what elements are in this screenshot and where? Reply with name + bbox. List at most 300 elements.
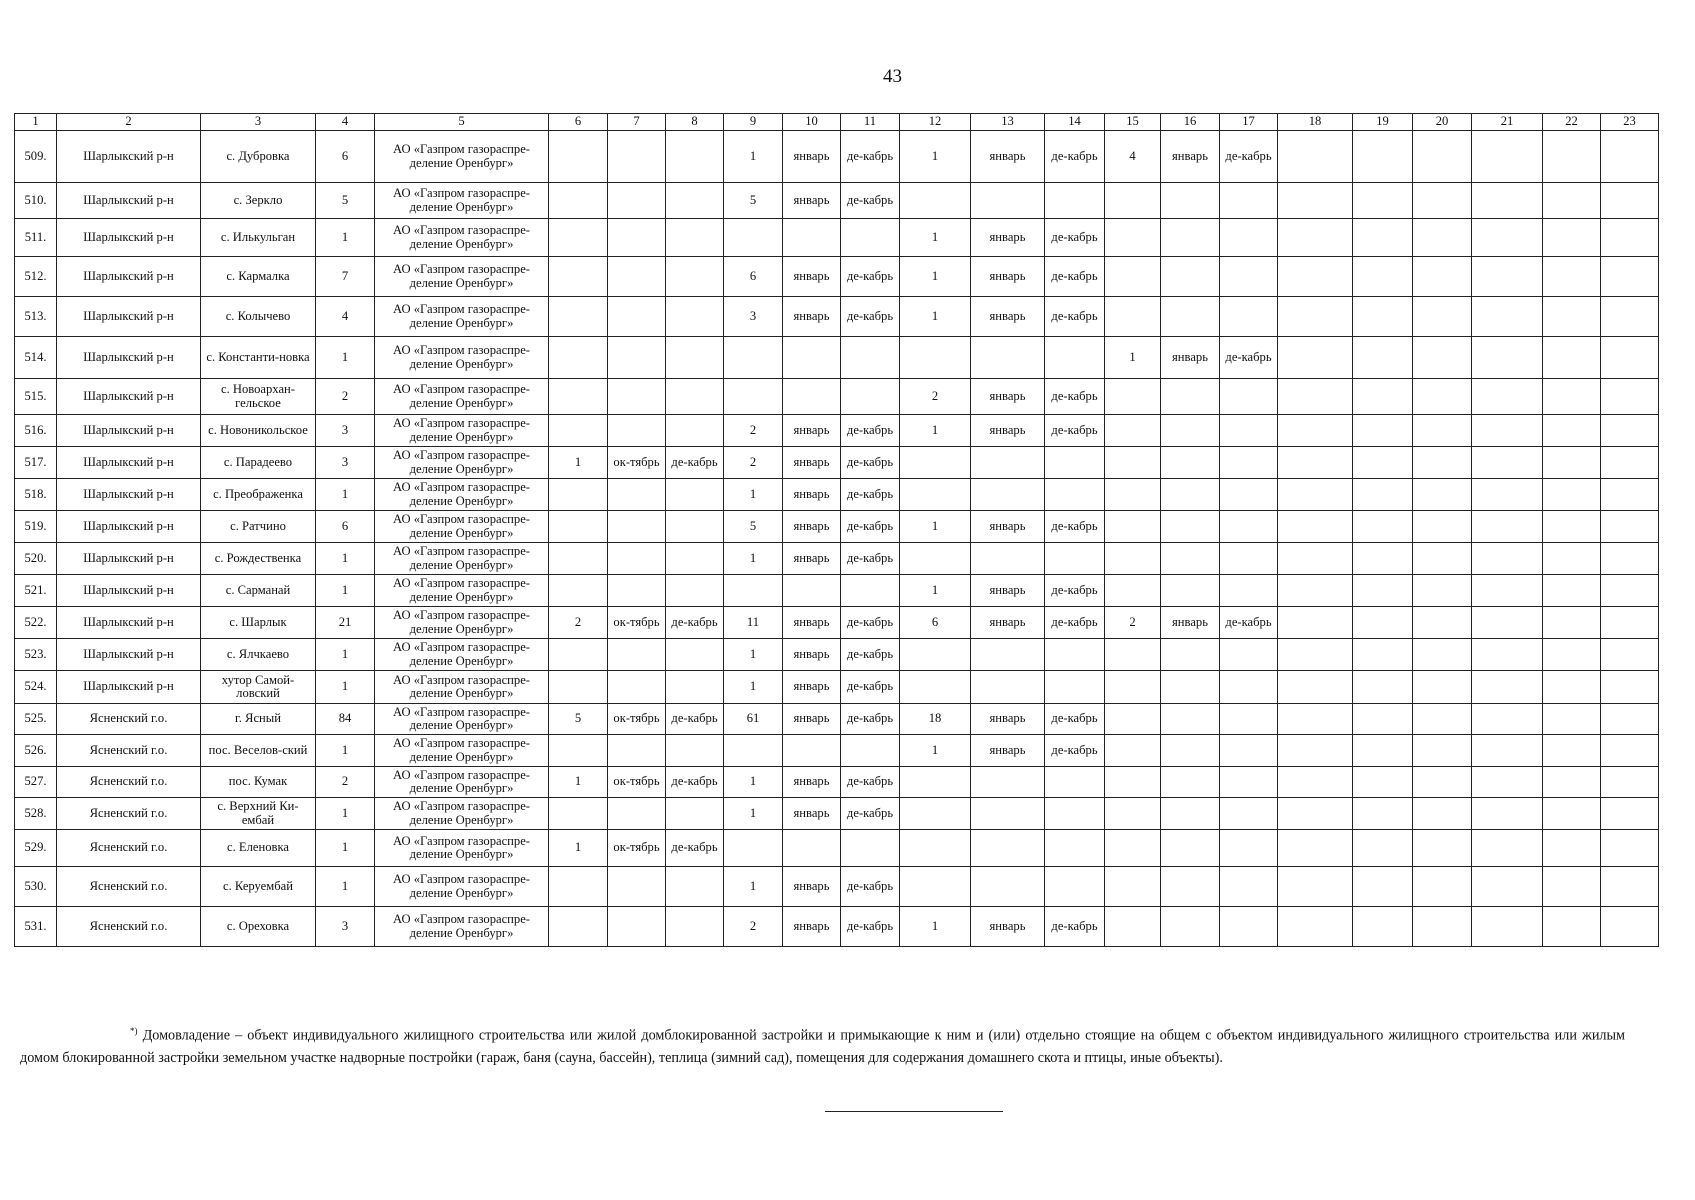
- column-header-14: 14: [1045, 114, 1105, 131]
- cell-col-14: де-кабрь: [1045, 907, 1105, 947]
- cell-col-21: [1472, 830, 1543, 867]
- cell-col-1: 526.: [15, 735, 57, 767]
- cell-col-3: пос. Веселов-ский: [201, 735, 316, 767]
- cell-col-7: [608, 415, 666, 447]
- cell-col-8: [666, 671, 724, 704]
- cell-col-2: Шарлыкский р-н: [57, 607, 201, 639]
- cell-col-18: [1278, 830, 1353, 867]
- cell-col-6: [549, 297, 608, 337]
- page-number: 43: [883, 66, 902, 87]
- cell-col-4: 4: [316, 297, 375, 337]
- cell-col-3: с. Новоархан-гельское: [201, 379, 316, 415]
- cell-col-14: [1045, 767, 1105, 798]
- cell-col-6: [549, 219, 608, 257]
- cell-col-10: январь: [783, 639, 841, 671]
- cell-col-5: АО «Газпром газораспре-деление Оренбург»: [375, 447, 549, 479]
- cell-col-2: Шарлыкский р-н: [57, 639, 201, 671]
- table-row: [15, 607, 1659, 639]
- cell-col-14: де-кабрь: [1045, 511, 1105, 543]
- cell-col-5: АО «Газпром газораспре-деление Оренбург»: [375, 479, 549, 511]
- cell-col-22: [1543, 337, 1601, 379]
- column-header-9: 9: [724, 114, 783, 131]
- cell-col-16: [1161, 830, 1220, 867]
- cell-col-20: [1413, 767, 1472, 798]
- cell-col-5: АО «Газпром газораспре-деление Оренбург»: [375, 867, 549, 907]
- cell-col-2: Ясненский г.о.: [57, 907, 201, 947]
- cell-col-10: январь: [783, 671, 841, 704]
- cell-col-20: [1413, 798, 1472, 830]
- cell-col-15: 2: [1105, 607, 1161, 639]
- cell-col-21: [1472, 297, 1543, 337]
- cell-col-22: [1543, 704, 1601, 735]
- cell-col-8: де-кабрь: [666, 607, 724, 639]
- cell-col-13: [971, 337, 1045, 379]
- cell-col-1: 528.: [15, 798, 57, 830]
- footnote-text: Домовладение – объект индивидуального жилищного строительства или жилой домблокированной застройки и примыкающие к ним и (или) отдельно стоящие на общем с объектом индивидуального жилищного строительства или жилым домом блокированной застройки земельном участке надворные постройки (гараж, баня (сауна, бассейн), теплица (зимний сад), помещения для содержания домашнего скота и птицы, иные объекты).: [20, 1027, 1625, 1066]
- cell-col-16: [1161, 735, 1220, 767]
- cell-col-7: ок-тябрь: [608, 447, 666, 479]
- cell-col-4: 21: [316, 607, 375, 639]
- cell-col-5: АО «Газпром газораспре-деление Оренбург»: [375, 907, 549, 947]
- footnote-mark: *): [130, 1026, 138, 1036]
- cell-col-10: январь: [783, 907, 841, 947]
- cell-col-9: 5: [724, 511, 783, 543]
- cell-col-9: [724, 575, 783, 607]
- cell-col-18: [1278, 735, 1353, 767]
- cell-col-8: [666, 297, 724, 337]
- cell-col-18: [1278, 257, 1353, 297]
- cell-col-4: 5: [316, 183, 375, 219]
- cell-col-1: 509.: [15, 131, 57, 183]
- cell-col-10: [783, 830, 841, 867]
- cell-col-6: [549, 415, 608, 447]
- cell-col-11: де-кабрь: [841, 257, 900, 297]
- cell-col-21: [1472, 257, 1543, 297]
- cell-col-5: АО «Газпром газораспре-деление Оренбург»: [375, 735, 549, 767]
- cell-col-1: 529.: [15, 830, 57, 867]
- cell-col-16: январь: [1161, 131, 1220, 183]
- cell-col-7: [608, 337, 666, 379]
- cell-col-6: [549, 735, 608, 767]
- cell-col-10: январь: [783, 607, 841, 639]
- cell-col-17: де-кабрь: [1220, 131, 1278, 183]
- cell-col-3: хутор Самой-ловский: [201, 671, 316, 704]
- cell-col-12: [900, 639, 971, 671]
- cell-col-8: [666, 131, 724, 183]
- cell-col-22: [1543, 219, 1601, 257]
- column-header-8: 8: [666, 114, 724, 131]
- cell-col-7: [608, 183, 666, 219]
- cell-col-2: Шарлыкский р-н: [57, 131, 201, 183]
- cell-col-7: [608, 907, 666, 947]
- cell-col-17: [1220, 735, 1278, 767]
- cell-col-12: 6: [900, 607, 971, 639]
- cell-col-13: январь: [971, 607, 1045, 639]
- cell-col-13: январь: [971, 415, 1045, 447]
- cell-col-22: [1543, 297, 1601, 337]
- cell-col-20: [1413, 447, 1472, 479]
- cell-col-19: [1353, 907, 1413, 947]
- table-row: [15, 798, 1659, 830]
- cell-col-5: АО «Газпром газораспре-деление Оренбург»: [375, 379, 549, 415]
- cell-col-11: де-кабрь: [841, 131, 900, 183]
- cell-col-4: 7: [316, 257, 375, 297]
- cell-col-3: пос. Кумак: [201, 767, 316, 798]
- cell-col-6: [549, 671, 608, 704]
- cell-col-7: ок-тябрь: [608, 607, 666, 639]
- cell-col-20: [1413, 735, 1472, 767]
- cell-col-20: [1413, 867, 1472, 907]
- cell-col-5: АО «Газпром газораспре-деление Оренбург»: [375, 257, 549, 297]
- table-row: [15, 735, 1659, 767]
- cell-col-2: Шарлыкский р-н: [57, 479, 201, 511]
- cell-col-22: [1543, 867, 1601, 907]
- cell-col-9: 1: [724, 867, 783, 907]
- cell-col-4: 84: [316, 704, 375, 735]
- cell-col-16: [1161, 907, 1220, 947]
- cell-col-8: [666, 257, 724, 297]
- cell-col-8: [666, 543, 724, 575]
- cell-col-7: [608, 479, 666, 511]
- cell-col-6: 1: [549, 767, 608, 798]
- table-body: [15, 131, 1659, 947]
- cell-col-6: [549, 798, 608, 830]
- table-row: [15, 479, 1659, 511]
- cell-col-19: [1353, 607, 1413, 639]
- cell-col-12: [900, 479, 971, 511]
- cell-col-18: [1278, 447, 1353, 479]
- column-header-17: 17: [1220, 114, 1278, 131]
- cell-col-3: с. Колычево: [201, 297, 316, 337]
- cell-col-1: 510.: [15, 183, 57, 219]
- cell-col-13: январь: [971, 297, 1045, 337]
- cell-col-21: [1472, 447, 1543, 479]
- cell-col-21: [1472, 131, 1543, 183]
- cell-col-19: [1353, 639, 1413, 671]
- cell-col-23: [1601, 607, 1659, 639]
- cell-col-2: Шарлыкский р-н: [57, 415, 201, 447]
- cell-col-14: де-кабрь: [1045, 704, 1105, 735]
- cell-col-6: [549, 867, 608, 907]
- cell-col-14: де-кабрь: [1045, 575, 1105, 607]
- cell-col-8: [666, 511, 724, 543]
- cell-col-23: [1601, 219, 1659, 257]
- cell-col-5: АО «Газпром газораспре-деление Оренбург»: [375, 704, 549, 735]
- cell-col-9: 2: [724, 447, 783, 479]
- cell-col-14: [1045, 337, 1105, 379]
- cell-col-12: 1: [900, 575, 971, 607]
- cell-col-17: [1220, 447, 1278, 479]
- cell-col-15: [1105, 511, 1161, 543]
- cell-col-16: [1161, 575, 1220, 607]
- cell-col-15: [1105, 735, 1161, 767]
- cell-col-19: [1353, 671, 1413, 704]
- cell-col-22: [1543, 131, 1601, 183]
- cell-col-8: [666, 379, 724, 415]
- cell-col-6: 2: [549, 607, 608, 639]
- cell-col-11: де-кабрь: [841, 479, 900, 511]
- cell-col-7: [608, 867, 666, 907]
- cell-col-20: [1413, 183, 1472, 219]
- cell-col-5: АО «Газпром газораспре-деление Оренбург»: [375, 297, 549, 337]
- cell-col-2: Шарлыкский р-н: [57, 379, 201, 415]
- cell-col-2: Ясненский г.о.: [57, 735, 201, 767]
- cell-col-16: [1161, 219, 1220, 257]
- cell-col-23: [1601, 575, 1659, 607]
- cell-col-5: АО «Газпром газораспре-деление Оренбург»: [375, 511, 549, 543]
- cell-col-23: [1601, 447, 1659, 479]
- cell-col-13: январь: [971, 219, 1045, 257]
- column-header-19: 19: [1353, 114, 1413, 131]
- cell-col-18: [1278, 183, 1353, 219]
- cell-col-16: [1161, 479, 1220, 511]
- cell-col-8: [666, 867, 724, 907]
- cell-col-8: [666, 907, 724, 947]
- cell-col-23: [1601, 337, 1659, 379]
- cell-col-11: де-кабрь: [841, 671, 900, 704]
- cell-col-17: [1220, 830, 1278, 867]
- cell-col-2: Шарлыкский р-н: [57, 297, 201, 337]
- table-row: [15, 575, 1659, 607]
- table-row: [15, 297, 1659, 337]
- cell-col-6: 1: [549, 447, 608, 479]
- cell-col-3: с. Керуембай: [201, 867, 316, 907]
- column-header-22: 22: [1543, 114, 1601, 131]
- cell-col-22: [1543, 607, 1601, 639]
- cell-col-20: [1413, 907, 1472, 947]
- cell-col-8: [666, 575, 724, 607]
- cell-col-12: 1: [900, 907, 971, 947]
- column-header-15: 15: [1105, 114, 1161, 131]
- cell-col-12: 1: [900, 511, 971, 543]
- cell-col-8: [666, 415, 724, 447]
- cell-col-13: [971, 830, 1045, 867]
- cell-col-17: [1220, 543, 1278, 575]
- cell-col-2: Шарлыкский р-н: [57, 337, 201, 379]
- cell-col-22: [1543, 671, 1601, 704]
- cell-col-9: 6: [724, 257, 783, 297]
- cell-col-10: [783, 735, 841, 767]
- cell-col-23: [1601, 543, 1659, 575]
- cell-col-6: [549, 639, 608, 671]
- cell-col-23: [1601, 798, 1659, 830]
- column-number-header: [15, 114, 1659, 131]
- cell-col-9: 1: [724, 767, 783, 798]
- cell-col-7: [608, 297, 666, 337]
- cell-col-9: 1: [724, 543, 783, 575]
- cell-col-17: [1220, 415, 1278, 447]
- cell-col-9: 61: [724, 704, 783, 735]
- cell-col-9: [724, 337, 783, 379]
- cell-col-12: [900, 798, 971, 830]
- cell-col-12: 1: [900, 415, 971, 447]
- cell-col-18: [1278, 543, 1353, 575]
- cell-col-14: де-кабрь: [1045, 415, 1105, 447]
- cell-col-1: 522.: [15, 607, 57, 639]
- cell-col-5: АО «Газпром газораспре-деление Оренбург»: [375, 543, 549, 575]
- cell-col-9: 3: [724, 297, 783, 337]
- cell-col-10: январь: [783, 183, 841, 219]
- cell-col-9: 11: [724, 607, 783, 639]
- cell-col-5: АО «Газпром газораспре-деление Оренбург»: [375, 607, 549, 639]
- column-header-2: 2: [57, 114, 201, 131]
- cell-col-16: [1161, 379, 1220, 415]
- cell-col-16: [1161, 671, 1220, 704]
- cell-col-13: [971, 183, 1045, 219]
- cell-col-3: с. Ратчино: [201, 511, 316, 543]
- cell-col-5: АО «Газпром газораспре-деление Оренбург»: [375, 415, 549, 447]
- cell-col-1: 514.: [15, 337, 57, 379]
- cell-col-14: де-кабрь: [1045, 297, 1105, 337]
- cell-col-2: Шарлыкский р-н: [57, 257, 201, 297]
- cell-col-19: [1353, 543, 1413, 575]
- cell-col-9: [724, 735, 783, 767]
- column-header-11: 11: [841, 114, 900, 131]
- cell-col-5: АО «Газпром газораспре-деление Оренбург»: [375, 798, 549, 830]
- cell-col-3: с. Ялчкаево: [201, 639, 316, 671]
- cell-col-12: 1: [900, 257, 971, 297]
- cell-col-1: 531.: [15, 907, 57, 947]
- table-row: [15, 131, 1659, 183]
- cell-col-3: с. Дубровка: [201, 131, 316, 183]
- cell-col-22: [1543, 415, 1601, 447]
- cell-col-22: [1543, 907, 1601, 947]
- cell-col-6: [549, 183, 608, 219]
- table-row: [15, 830, 1659, 867]
- cell-col-15: [1105, 447, 1161, 479]
- cell-col-17: [1220, 511, 1278, 543]
- cell-col-12: [900, 767, 971, 798]
- cell-col-2: Шарлыкский р-н: [57, 511, 201, 543]
- cell-col-1: 530.: [15, 867, 57, 907]
- cell-col-3: г. Ясный: [201, 704, 316, 735]
- cell-col-4: 3: [316, 907, 375, 947]
- column-header-3: 3: [201, 114, 316, 131]
- cell-col-2: Ясненский г.о.: [57, 830, 201, 867]
- cell-col-12: 2: [900, 379, 971, 415]
- cell-col-9: [724, 379, 783, 415]
- cell-col-7: [608, 543, 666, 575]
- cell-col-21: [1472, 575, 1543, 607]
- cell-col-12: 1: [900, 219, 971, 257]
- cell-col-15: [1105, 867, 1161, 907]
- table-row: [15, 704, 1659, 735]
- cell-col-21: [1472, 867, 1543, 907]
- cell-col-18: [1278, 639, 1353, 671]
- cell-col-5: АО «Газпром газораспре-деление Оренбург»: [375, 575, 549, 607]
- column-header-12: 12: [900, 114, 971, 131]
- cell-col-9: 1: [724, 671, 783, 704]
- cell-col-6: 1: [549, 830, 608, 867]
- table-row: [15, 671, 1659, 704]
- cell-col-4: 3: [316, 415, 375, 447]
- cell-col-18: [1278, 337, 1353, 379]
- cell-col-15: [1105, 907, 1161, 947]
- cell-col-10: январь: [783, 511, 841, 543]
- cell-col-16: [1161, 543, 1220, 575]
- cell-col-5: АО «Газпром газораспре-деление Оренбург»: [375, 671, 549, 704]
- cell-col-5: АО «Газпром газораспре-деление Оренбург»: [375, 639, 549, 671]
- cell-col-11: де-кабрь: [841, 607, 900, 639]
- cell-col-13: [971, 867, 1045, 907]
- cell-col-2: Ясненский г.о.: [57, 767, 201, 798]
- cell-col-1: 512.: [15, 257, 57, 297]
- cell-col-3: с. Кармалка: [201, 257, 316, 297]
- cell-col-22: [1543, 511, 1601, 543]
- cell-col-10: [783, 337, 841, 379]
- cell-col-18: [1278, 767, 1353, 798]
- cell-col-23: [1601, 767, 1659, 798]
- cell-col-5: АО «Газпром газораспре-деление Оренбург»: [375, 131, 549, 183]
- cell-col-10: январь: [783, 798, 841, 830]
- cell-col-16: [1161, 867, 1220, 907]
- cell-col-19: [1353, 767, 1413, 798]
- cell-col-7: [608, 379, 666, 415]
- cell-col-20: [1413, 297, 1472, 337]
- cell-col-14: [1045, 543, 1105, 575]
- cell-col-14: де-кабрь: [1045, 257, 1105, 297]
- cell-col-3: с. Сарманай: [201, 575, 316, 607]
- cell-col-1: 520.: [15, 543, 57, 575]
- cell-col-4: 6: [316, 131, 375, 183]
- cell-col-1: 523.: [15, 639, 57, 671]
- cell-col-18: [1278, 607, 1353, 639]
- cell-col-15: [1105, 219, 1161, 257]
- cell-col-12: 1: [900, 735, 971, 767]
- cell-col-14: де-кабрь: [1045, 131, 1105, 183]
- cell-col-10: январь: [783, 447, 841, 479]
- cell-col-9: 2: [724, 907, 783, 947]
- cell-col-14: [1045, 671, 1105, 704]
- cell-col-22: [1543, 183, 1601, 219]
- cell-col-18: [1278, 479, 1353, 511]
- column-header-13: 13: [971, 114, 1045, 131]
- cell-col-20: [1413, 543, 1472, 575]
- cell-col-4: 1: [316, 543, 375, 575]
- cell-col-11: де-кабрь: [841, 447, 900, 479]
- cell-col-14: [1045, 639, 1105, 671]
- cell-col-20: [1413, 337, 1472, 379]
- cell-col-12: 1: [900, 131, 971, 183]
- cell-col-14: де-кабрь: [1045, 219, 1105, 257]
- cell-col-2: Ясненский г.о.: [57, 867, 201, 907]
- cell-col-20: [1413, 671, 1472, 704]
- cell-col-22: [1543, 575, 1601, 607]
- cell-col-10: [783, 219, 841, 257]
- cell-col-1: 521.: [15, 575, 57, 607]
- cell-col-22: [1543, 830, 1601, 867]
- cell-col-9: 2: [724, 415, 783, 447]
- cell-col-14: де-кабрь: [1045, 607, 1105, 639]
- cell-col-3: с. Рождественка: [201, 543, 316, 575]
- cell-col-12: [900, 183, 971, 219]
- cell-col-16: январь: [1161, 607, 1220, 639]
- cell-col-17: [1220, 183, 1278, 219]
- cell-col-21: [1472, 379, 1543, 415]
- cell-col-3: с. Шарлык: [201, 607, 316, 639]
- table-row: [15, 219, 1659, 257]
- cell-col-13: [971, 447, 1045, 479]
- cell-col-14: [1045, 867, 1105, 907]
- cell-col-10: январь: [783, 704, 841, 735]
- cell-col-16: [1161, 798, 1220, 830]
- cell-col-12: [900, 671, 971, 704]
- cell-col-13: январь: [971, 907, 1045, 947]
- cell-col-23: [1601, 671, 1659, 704]
- cell-col-15: [1105, 183, 1161, 219]
- cell-col-22: [1543, 735, 1601, 767]
- table-row: [15, 543, 1659, 575]
